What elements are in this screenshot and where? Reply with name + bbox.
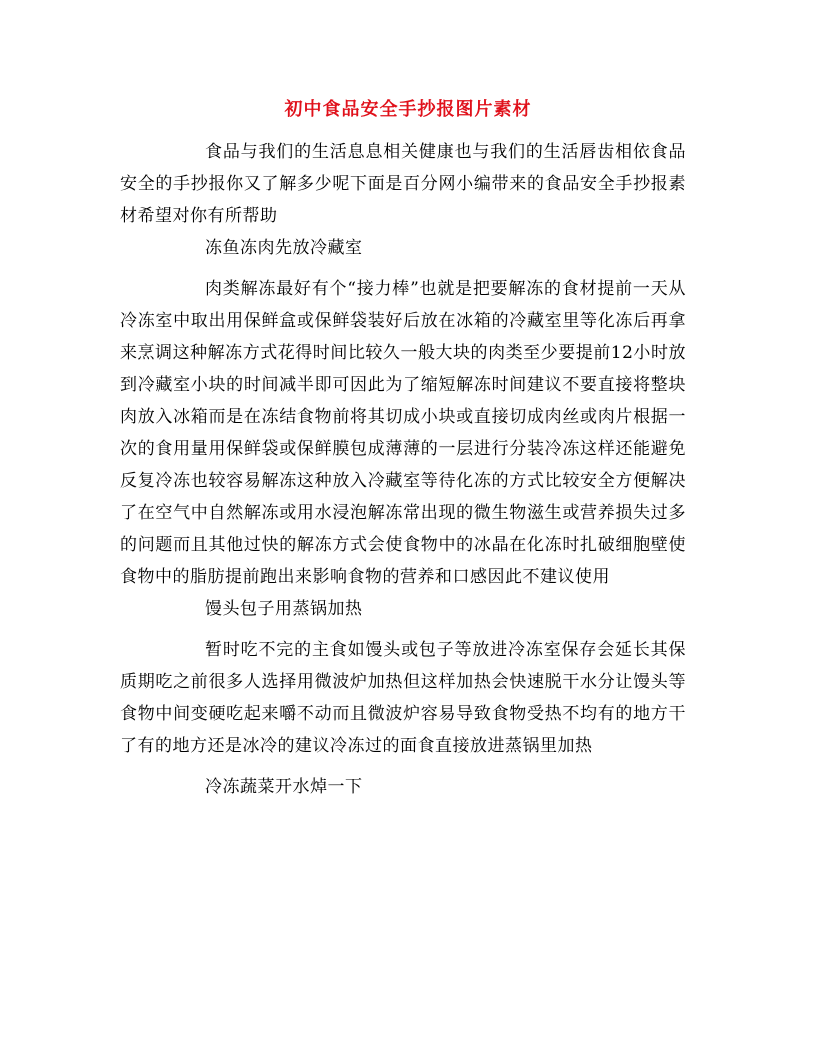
section-heading-frozen-vegetables: 冷冻蔬菜开水焯一下: [205, 777, 363, 797]
section-heading-thaw-meat: 冻鱼冻肉先放冷藏室: [205, 238, 363, 258]
document-title: 初中食品安全手抄报图片素材: [284, 99, 532, 120]
section-heading-steam-buns: 馒头包子用蒸锅加热: [205, 599, 363, 619]
document-body: [120, 136, 686, 803]
section-body-thaw-meat: 肉类解冻最好有个“接力棒”也就是把要解冻的食材提前一天从冷冻室中取出用保鲜盒或保鲜袋装好后放在冰箱的冷藏室里等化冻后再拿来烹调这种解冻方式花得时间比较久一般大块的肉类至少要提前12小时放到冷藏室小块的时间减半即可因此为了缩短解冻时间建议不要直接将整块肉放入冰箱而是在冻结食物前将其切成小块或直接切成肉丝或肉片根据一次的食用量用保鲜袋或保鲜膜包成薄薄的一层进行分装冷冻这样还能避免反复冷冻也较容易解冻这种放入冷藏室等待化冻的方式比较安全方便解决了在空气中自然解冻或用水浸泡解冻常出现的微生物滋生或营养损失过多的问题而且其他过快的解冻方式会使食物中的冰晶在化冻时扎破细胞壁使食物中的脂肪提前跑出来影响食物的营养和口感因此不建议使用: [120, 279, 686, 587]
section-body-steam-buns: 暂时吃不完的主食如馒头或包子等放进冷冻室保存会延长其保质期吃之前很多人选择用微波炉加热但这样加热会快速脱干水分让馒头等食物中间变硬吃起来嚼不动而且微波炉容易导致食物受热不均有的地方干了有的地方还是冰冷的建议冷冻过的面食直接放进蒸锅里加热: [120, 640, 686, 756]
intro-paragraph: 食品与我们的生活息息相关健康也与我们的生活唇齿相依食品安全的手抄报你又了解多少呢下面是百分网小编带来的食品安全手抄报素材希望对你有所帮助: [120, 142, 686, 226]
